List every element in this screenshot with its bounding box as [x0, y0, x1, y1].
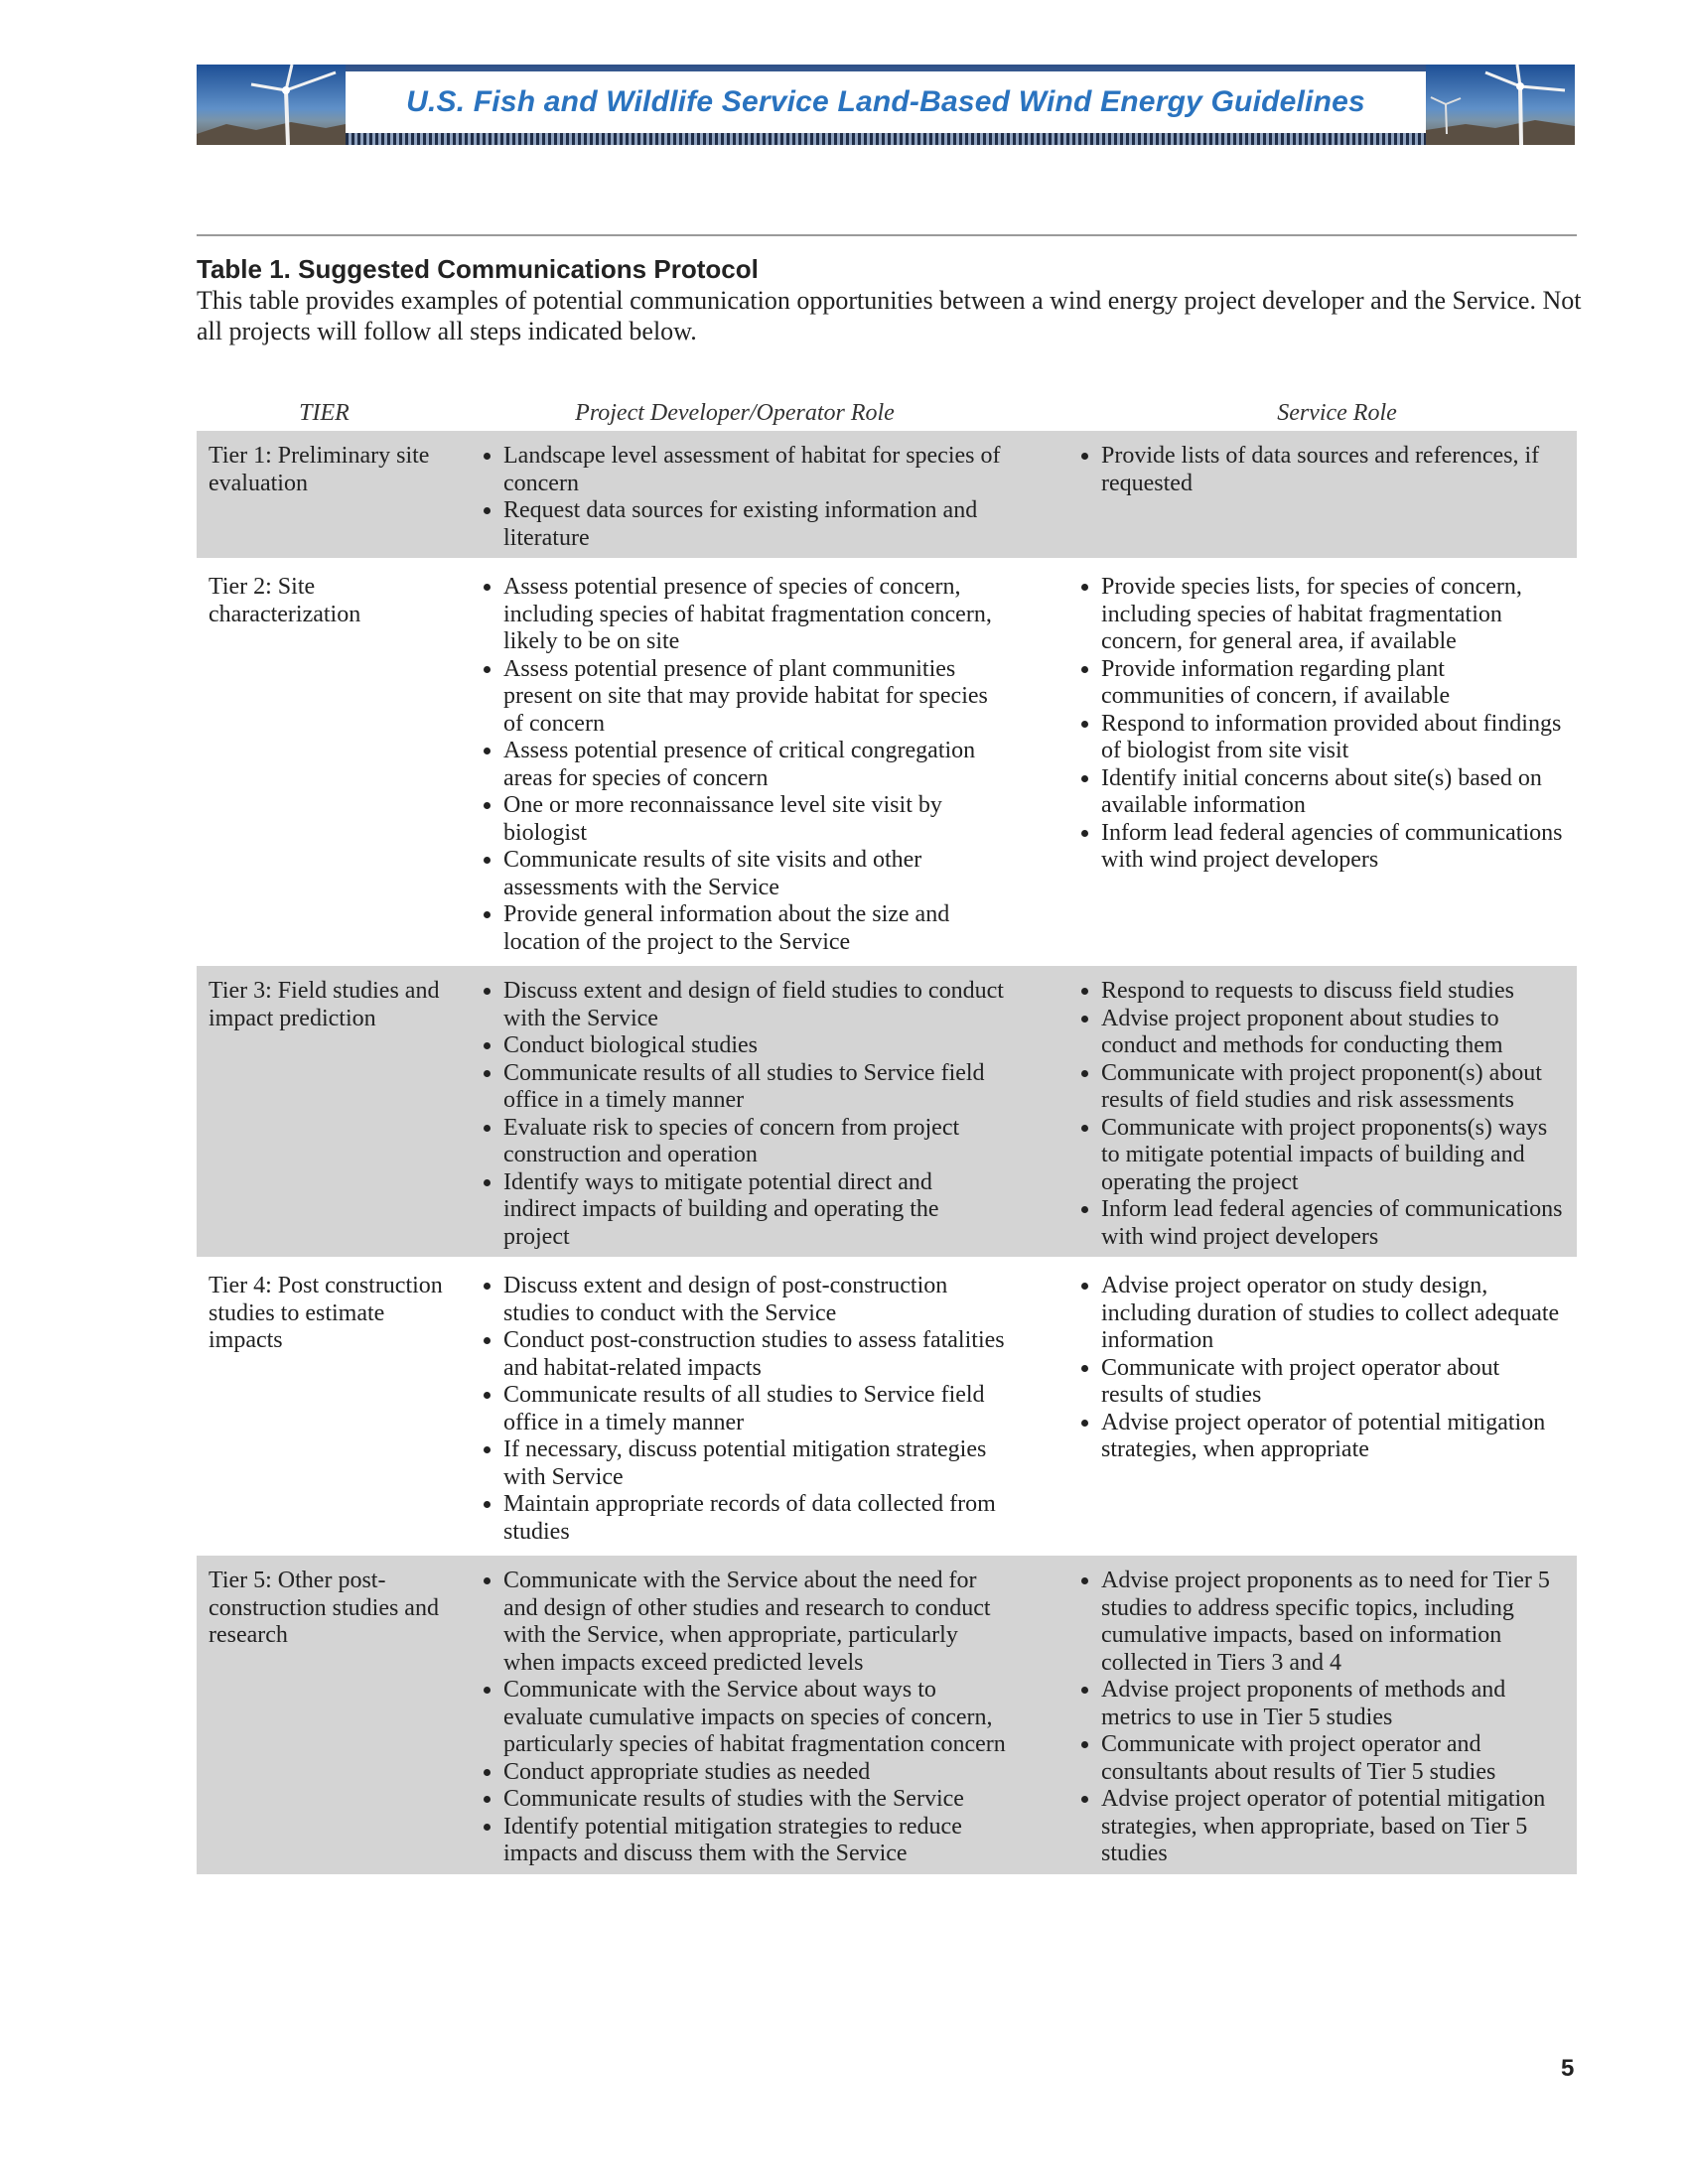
developer-role-list	[472, 443, 1008, 552]
list-item: • Evaluate risk to species of concern from project construction and operation	[503, 1115, 1008, 1169]
list-item: • Advise project proponents as to need for Tier 5 studies to address specific topics, including cumulative impacts, based on information collected in Tiers 3 and 4	[1101, 1568, 1563, 1677]
table-row	[197, 562, 1577, 966]
list-item: • Discuss extent and design of post-construction studies to conduct with the Service	[503, 1273, 1008, 1327]
list-item: • Communicate with project proponents(s) ways to mitigate potential impacts of building and operating the project	[1101, 1115, 1563, 1197]
service-role-cell	[1018, 562, 1577, 962]
developer-role-cell	[452, 431, 1018, 558]
list-item: • Communicate results of all studies to Service field office in a timely manner	[503, 1060, 1008, 1115]
service-role-cell	[1018, 431, 1577, 558]
list-item: • Communicate with the Service about the need for and design of other studies and research to conduct with the Service, when appropriate, particularly when impacts exceed predicted levels	[503, 1568, 1008, 1677]
service-role-cell	[1018, 966, 1577, 1257]
table-row	[197, 431, 1577, 562]
table-description: This table provides examples of potential communication opportunities between a wind energy project developer and the Service. Not all projects will follow all steps indicated below.	[197, 286, 1582, 345]
developer-role-cell	[452, 966, 1018, 1257]
list-item: • Communicate results of studies with the Service	[503, 1786, 1008, 1814]
list-item: • Identify initial concerns about site(s) based on available information	[1101, 765, 1563, 820]
table-header-row	[197, 395, 1577, 431]
list-item: • Conduct appropriate studies as needed	[503, 1759, 1008, 1787]
list-item: • Advise project operator on study design, including duration of studies to collect adequate information	[1101, 1273, 1563, 1355]
developer-role-cell	[452, 1556, 1018, 1874]
table-row	[197, 1556, 1577, 1878]
banner-stripe	[346, 133, 1426, 145]
communications-protocol-table	[197, 395, 1577, 1878]
developer-role-list	[472, 1568, 1008, 1868]
table-body	[197, 431, 1577, 1878]
developer-role-list	[472, 1273, 1008, 1546]
wind-turbine-image-right	[1426, 65, 1575, 145]
list-item: • Advise project proponents of methods and metrics to use in Tier 5 studies	[1101, 1677, 1563, 1731]
list-item: • Maintain appropriate records of data collected from studies	[503, 1491, 1008, 1546]
developer-role-list	[472, 978, 1008, 1251]
table-row	[197, 966, 1577, 1261]
list-item: • Request data sources for existing information and literature	[503, 497, 1008, 552]
list-item: • Communicate results of all studies to Service field office in a timely manner	[503, 1382, 1008, 1436]
list-item: • Communicate results of site visits and other assessments with the Service	[503, 847, 1008, 901]
banner-title-box	[346, 71, 1426, 133]
list-item: • Communicate with project operator about results of studies	[1101, 1355, 1563, 1410]
service-role-list	[1069, 1568, 1563, 1868]
column-header-tier: TIER	[299, 399, 350, 426]
list-item: • Communicate with the Service about ways to evaluate cumulative impacts on species of concern, particularly species of habitat fragmentation concern	[503, 1677, 1008, 1759]
tier-cell: Tier 1: Preliminary site evaluation	[209, 443, 430, 496]
service-role-cell	[1018, 1261, 1577, 1552]
list-item: • Provide general information about the size and location of the project to the Service	[503, 901, 1008, 956]
service-role-list	[1069, 978, 1563, 1251]
tier-cell: Tier 5: Other post-construction studies and research	[209, 1568, 439, 1648]
service-role-cell	[1018, 1556, 1577, 1874]
list-item: • Conduct post-construction studies to assess fatalities and habitat-related impacts	[503, 1327, 1008, 1382]
list-item: • Respond to information provided about findings of biologist from site visit	[1101, 711, 1563, 765]
list-item: • Advise project proponent about studies to conduct and methods for conducting them	[1101, 1006, 1563, 1060]
developer-role-list	[472, 574, 1008, 956]
service-role-list	[1069, 1273, 1563, 1464]
list-item: • Advise project operator of potential mitigation strategies, when appropriate	[1101, 1410, 1563, 1464]
list-item: • Assess potential presence of critical congregation areas for species of concern	[503, 738, 1008, 792]
column-header-service-role: Service Role	[1277, 399, 1397, 426]
list-item: • Assess potential presence of plant communities present on site that may provide habitat for species of concern	[503, 656, 1008, 739]
list-item: • Landscape level assessment of habitat for species of concern	[503, 443, 1008, 497]
column-header-developer-role: Project Developer/Operator Role	[575, 399, 895, 426]
list-item: • One or more reconnaissance level site visit by biologist	[503, 792, 1008, 847]
list-item: • Inform lead federal agencies of communications with wind project developers	[1101, 820, 1563, 875]
header-banner	[197, 65, 1575, 145]
table-row	[197, 1261, 1577, 1556]
developer-role-cell	[452, 562, 1018, 962]
developer-role-cell	[452, 1261, 1018, 1552]
tier-cell: Tier 3: Field studies and impact prediction	[209, 978, 440, 1031]
wind-turbine-image-left	[197, 65, 346, 145]
list-item: • Communicate with project operator and consultants about results of Tier 5 studies	[1101, 1731, 1563, 1786]
list-item: • Advise project operator of potential mitigation strategies, when appropriate, based on Tier 5 studies	[1101, 1786, 1563, 1868]
list-item: • Provide information regarding plant communities of concern, if available	[1101, 656, 1563, 711]
list-item: • Communicate with project proponent(s) about results of field studies and risk assessments	[1101, 1060, 1563, 1115]
service-role-list	[1069, 443, 1563, 497]
list-item: • Respond to requests to discuss field studies	[1101, 978, 1563, 1006]
list-item: • Inform lead federal agencies of communications with wind project developers	[1101, 1196, 1563, 1251]
list-item: • Discuss extent and design of field studies to conduct with the Service	[503, 978, 1008, 1032]
page-number: 5	[1561, 2055, 1575, 2082]
list-item: • Assess potential presence of species of concern, including species of habitat fragmentation concern, likely to be on site	[503, 574, 1008, 656]
list-item: • Identify ways to mitigate potential direct and indirect impacts of building and operating the project	[503, 1169, 1008, 1252]
list-item: • Conduct biological studies	[503, 1032, 1008, 1060]
service-role-list	[1069, 574, 1563, 875]
list-item: • If necessary, discuss potential mitigation strategies with Service	[503, 1436, 1008, 1491]
list-item: • Identify potential mitigation strategies to reduce impacts and discuss them with the Service	[503, 1814, 1008, 1868]
tier-cell: Tier 2: Site characterization	[209, 574, 361, 627]
banner-title: U.S. Fish and Wildlife Service Land-Based Wind Energy Guidelines	[406, 85, 1365, 118]
list-item: • Provide lists of data sources and references, if requested	[1101, 443, 1563, 497]
section-divider	[197, 234, 1577, 236]
list-item: • Provide species lists, for species of concern, including species of habitat fragmentation concern, for general area, if available	[1101, 574, 1563, 656]
table-title: Table 1. Suggested Communications Protocol	[197, 254, 759, 284]
tier-cell: Tier 4: Post construction studies to estimate impacts	[209, 1273, 443, 1353]
